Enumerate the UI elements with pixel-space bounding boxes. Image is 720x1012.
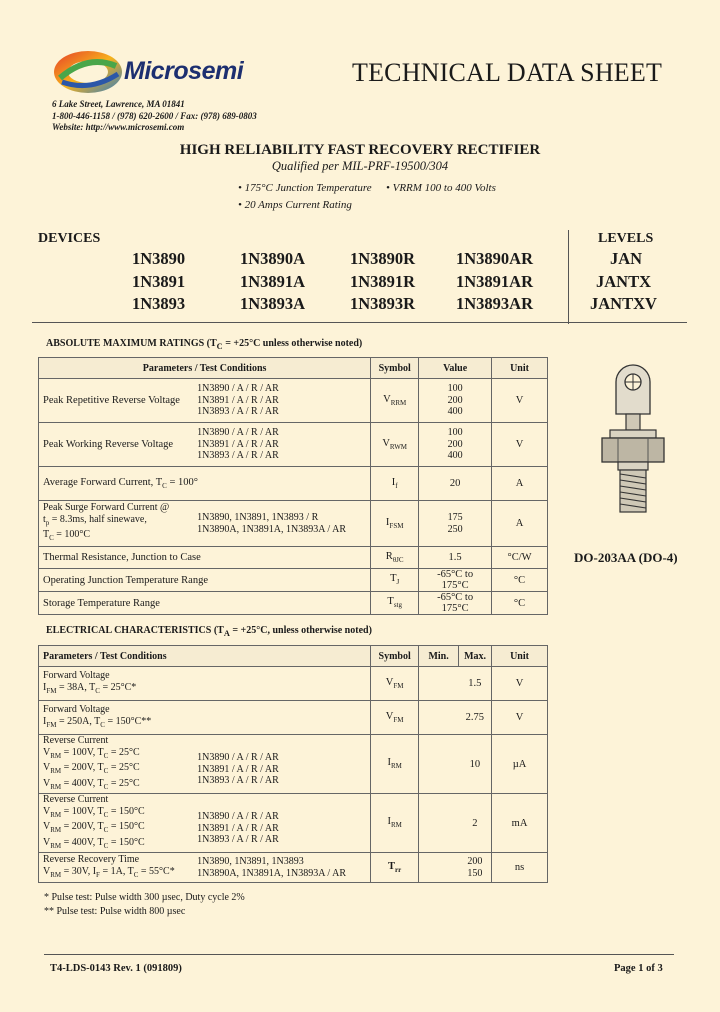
phone-line: 1-800-446-1158 / (978) 620-2600 / Fax: (978) 689-0803 [52, 111, 257, 121]
table-row [39, 379, 548, 423]
col-symbol: Symbol [371, 646, 419, 667]
unit: °C [492, 592, 548, 615]
device-1n3893ar: 1N3893AR [456, 294, 533, 313]
doc-title: TECHNICAL DATA SHEET [352, 58, 663, 87]
device-1n3891: 1N3891 [132, 272, 186, 291]
symbol: $T_J$ [371, 569, 419, 592]
cond: 1N3890 / A / R / AR 1N3891 / A / R / AR 1N3893 / A / R / AR [193, 794, 371, 853]
param: Reverse Current $V_{RM} = 100V$, $T_C = 150^\circ C$ $V_{RM} = 200V$, $T_C = 150^\circ C$ $V_{RM} = 400V$, $T_C = 150^\circ C$ [39, 794, 194, 853]
page-number: Page 1 of 3 [614, 963, 663, 974]
symbol: $I_f$ [371, 467, 419, 501]
col-params: Parameters / Test Conditions [39, 646, 371, 667]
cond: 1N3890 / A / R / AR 1N3891 / A / R / AR 1N3893 / A / R / AR [193, 379, 371, 423]
device-1n3890r: 1N3890R [350, 249, 416, 268]
unit: °C [492, 569, 548, 592]
bullet-junction-temp: • 175°C Junction Temperature [238, 182, 372, 194]
device-1n3891ar: 1N3891AR [456, 272, 533, 291]
abs-max-header-row [39, 358, 548, 379]
company-name: Microsemi [124, 57, 244, 85]
value: 1.5 [419, 547, 492, 569]
table-row [39, 423, 548, 467]
unit: A [492, 467, 548, 501]
param: Reverse Recovery Time $V_{RM} = 30V$, $I_F = 1A$, $T_C = 55^\circ C*$ [39, 853, 194, 883]
param: Peak Working Reverse Voltage [39, 423, 194, 467]
symbol: $I_{RM}$ [371, 735, 419, 794]
table-row [39, 667, 548, 701]
device-1n3890a: 1N3890A [240, 249, 306, 268]
devices-label: DEVICES [38, 231, 101, 246]
footer-rule [44, 954, 674, 955]
cond: 1N3890, 1N3891, 1N3893 1N3890A, 1N3891A, 1N3893A / AR [193, 853, 371, 883]
level-jantxv: JANTXV [590, 294, 657, 313]
package-label: DO-203AA (DO-4) [574, 550, 678, 565]
unit: V [492, 667, 548, 701]
device-1n3893r: 1N3893R [350, 294, 416, 313]
doc-number: T4-LDS-0143 Rev. 1 (091809) [50, 963, 182, 974]
value: 100 200 400 [419, 423, 492, 467]
param: Forward Voltage $I_{FM} = 38A$, $T_C = 25^\circ C*$ [39, 667, 371, 701]
table-row [39, 701, 548, 735]
col-unit: Unit [492, 358, 548, 379]
max: 200 150 [459, 853, 492, 883]
device-1n3891r: 1N3891R [350, 272, 416, 291]
unit: °C/W [492, 547, 548, 569]
device-1n3890: 1N3890 [132, 249, 186, 268]
level-jan: JAN [610, 249, 643, 268]
website-link[interactable]: Website: http://www.microsemi.com [52, 122, 185, 132]
table-row [39, 467, 548, 501]
unit: µA [492, 735, 548, 794]
col-max: Max. [459, 646, 492, 667]
value: 175 250 [419, 501, 492, 547]
microsemi-globe-icon [50, 48, 126, 96]
qualification: Qualified per MIL-PRF-19500/304 [271, 159, 449, 173]
value: 100 200 400 [419, 379, 492, 423]
table-row [39, 794, 548, 853]
unit: V [492, 701, 548, 735]
col-symbol: Symbol [371, 358, 419, 379]
bullet-current: • 20 Amps Current Rating [238, 199, 352, 211]
table-row [39, 735, 548, 794]
unit: A [492, 501, 548, 547]
table-row [39, 592, 548, 615]
devices-divider [568, 230, 569, 324]
value: 20 [419, 467, 492, 501]
cond: 1N3890, 1N3891, 1N3893 / R 1N3890A, 1N3891A, 1N3893A / AR [193, 501, 371, 547]
param: Average Forward Current, $T_C = 100^\circ$ [39, 467, 371, 501]
device-1n3893: 1N3893 [132, 294, 186, 313]
elec-heading: ELECTRICAL CHARACTERISTICS ($T_A = +25^\circ C$, unless otherwise noted) [46, 625, 372, 638]
unit: mA [492, 794, 548, 853]
max: 1.5 [459, 667, 492, 701]
cond: 1N3890 / A / R / AR 1N3891 / A / R / AR 1N3893 / A / R / AR [193, 423, 371, 467]
device-1n3893a: 1N3893A [240, 294, 306, 313]
unit: V [492, 423, 548, 467]
table-row [39, 569, 548, 592]
elec-table [38, 645, 548, 883]
symbol: $T_{rr}$ [371, 853, 419, 883]
note-pulse-800: ** Pulse test: Pulse width 800 µsec [44, 906, 186, 917]
note-pulse-300: * Pulse test: Pulse width 300 µsec, Duty cycle 2% [44, 892, 245, 903]
value: -65°C to 175°C [419, 569, 492, 592]
col-unit: Unit [492, 646, 548, 667]
param: Operating Junction Temperature Range [39, 569, 371, 592]
do4-stud-package-icon [596, 362, 670, 542]
cond: 1N3890 / A / R / AR 1N3891 / A / R / AR 1N3893 / A / R / AR [193, 735, 371, 794]
col-params: Parameters / Test Conditions [39, 358, 371, 379]
value: -65°C to 175°C [419, 592, 492, 615]
symbol: $T_{stg}$ [371, 592, 419, 615]
symbol: $I_{RM}$ [371, 794, 419, 853]
device-1n3891a: 1N3891A [240, 272, 306, 291]
symbol: $V_{FM}$ [371, 701, 419, 735]
param: Forward Voltage $I_{FM} = 250A$, $T_C = 150^\circ C**$ [39, 701, 371, 735]
symbol: $V_{FM}$ [371, 667, 419, 701]
symbol: $R_{\theta JC}$ [371, 547, 419, 569]
table-row [39, 547, 548, 569]
col-min: Min. [419, 646, 459, 667]
param: Storage Temperature Range [39, 592, 371, 615]
symbol: $I_{FSM}$ [371, 501, 419, 547]
unit: ns [492, 853, 548, 883]
device-1n3890ar: 1N3890AR [456, 249, 533, 268]
levels-label: LEVELS [598, 231, 654, 246]
address-line: 6 Lake Street, Lawrence, MA 01841 [52, 99, 185, 109]
param: Thermal Resistance, Junction to Case [39, 547, 371, 569]
symbol: $V_{RRM}$ [371, 379, 419, 423]
elec-header-row [39, 646, 548, 667]
col-value: Value [419, 358, 492, 379]
max: 10 [459, 735, 492, 794]
param: Peak Repetitive Reverse Voltage [39, 379, 194, 423]
max: 2.75 [459, 701, 492, 735]
abs-max-table [38, 357, 548, 615]
unit: V [492, 379, 548, 423]
table-row [39, 853, 548, 883]
level-jantx: JANTX [596, 272, 652, 291]
param: Peak Surge Forward Current @ $t_p = 8.3ms$, half sinewave, $T_C = 100^\circ C$ [39, 501, 194, 547]
max: 2 [459, 794, 492, 853]
abs-max-heading: ABSOLUTE MAXIMUM RATINGS ($T_C = +25^\circ C$ unless otherwise noted) [46, 338, 363, 351]
table-row [39, 501, 548, 547]
param: Reverse Current $V_{RM} = 100V$, $T_C = 25^\circ C$ $V_{RM} = 200V$, $T_C = 25^\circ C$ $V_{RM} = 400V$, $T_C = 25^\circ C$ [39, 735, 194, 794]
package-drawing [596, 362, 670, 542]
devices-rule [32, 322, 687, 323]
bullet-vrrm: • VRRM 100 to 400 Volts [386, 182, 496, 194]
symbol: $V_{RWM}$ [371, 423, 419, 467]
product-title: HIGH RELIABILITY FAST RECOVERY RECTIFIER [179, 142, 541, 158]
